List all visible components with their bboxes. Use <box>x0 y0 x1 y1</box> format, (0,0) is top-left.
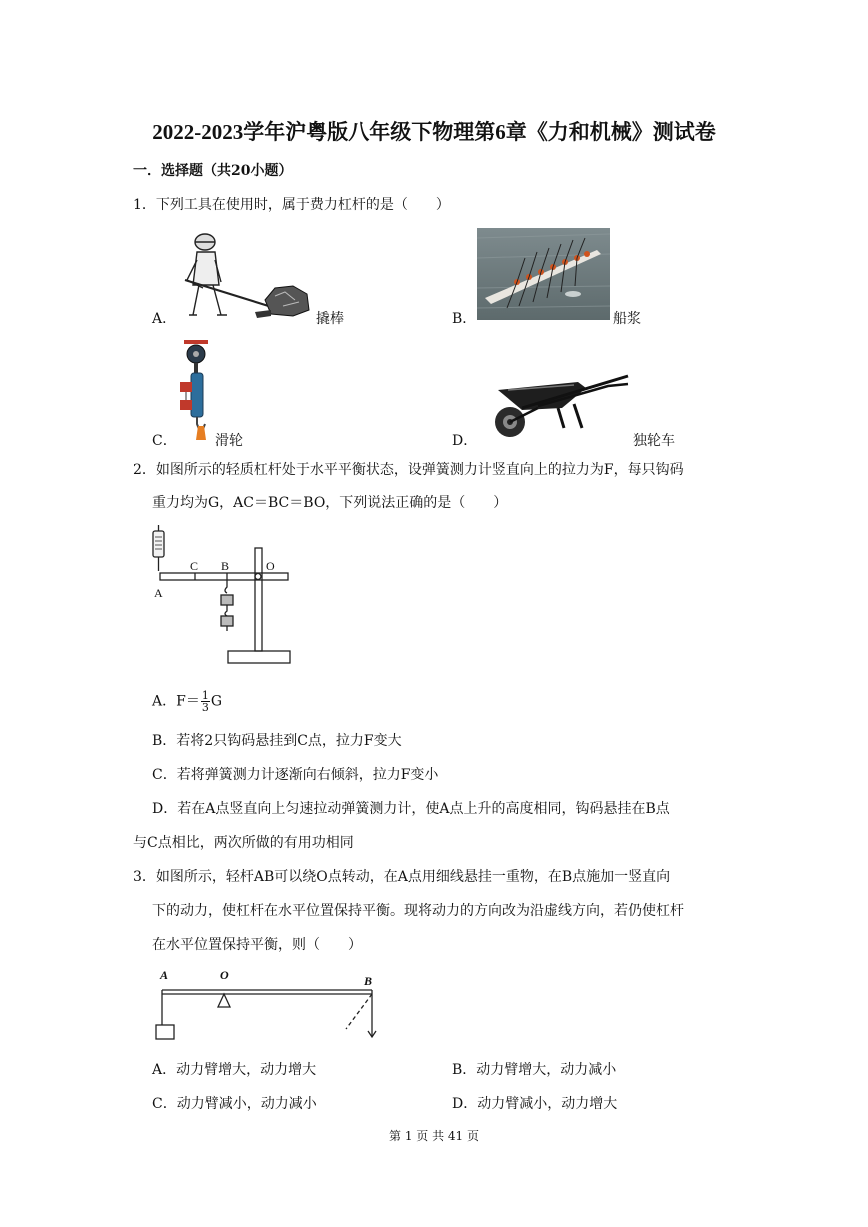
q2-option-b: B．若将2只钩码悬挂到C点，拉力F变大 <box>152 733 402 749</box>
q2-option-d-line1: D．若在A点竖直向上匀速拉动弹簧测力计，使A点上升的高度相同，钩码悬挂在B点 <box>152 801 670 817</box>
q3-lever-figure <box>150 965 385 1040</box>
page-footer: 第 1 页 共 41 页 <box>389 1129 479 1143</box>
q2-label-c: C <box>190 559 199 573</box>
q1-crowbar-image <box>175 230 320 322</box>
q3-label-o: O <box>220 968 229 982</box>
q2-label-a: A <box>154 586 163 600</box>
q1-option-a-letter: A． <box>152 311 177 327</box>
q1-wheelbarrow-image <box>478 368 633 443</box>
q2-option-a-denominator: 3 <box>201 701 209 714</box>
q3-stem-line2: 下的动力，使杠杆在水平位置保持平衡。现将动力的方向改为沿虚线方向，若仍使杠杆 <box>152 903 684 919</box>
q2-option-a <box>152 690 222 713</box>
q3-stem-line3: 在水平位置保持平衡，则（ ） <box>152 937 362 953</box>
q3-label-a: A <box>160 968 169 982</box>
q1-option-b-letter: B． <box>452 311 477 327</box>
q3-option-c: C．动力臂减小，动力减小 <box>152 1096 317 1112</box>
q2-label-b: B <box>221 559 230 573</box>
q3-option-a: A．动力臂增大，动力增大 <box>152 1062 317 1078</box>
q1-option-d-letter: D． <box>452 433 478 449</box>
q2-stem-line1: 2．如图所示的轻质杠杆处于水平平衡状态，设弹簧测力计竖直向上的拉力为F，每只钩码 <box>133 462 684 478</box>
q2-option-a-numerator: 1 <box>201 689 209 702</box>
q3-stem-line1: 3．如图所示，轻杆AB可以绕O点转动，在A点用细线悬挂一重物，在B点施加一竖直向 <box>133 869 671 885</box>
q2-option-a-prefix: A．F＝ <box>152 693 200 710</box>
q2-label-o: O <box>266 559 275 573</box>
q3-option-b: B．动力臂增大，动力减小 <box>452 1062 617 1078</box>
q1-stem: 1．下列工具在使用时，属于费力杠杆的是（ ） <box>133 197 450 213</box>
q2-option-d-line2: 与C点相比，两次所做的有用功相同 <box>133 835 354 851</box>
q1-option-c-letter: C． <box>152 433 177 449</box>
q3-label-b: B <box>364 974 373 988</box>
q1-rowing-photo <box>477 228 610 320</box>
q2-option-c: C．若将弹簧测力计逐渐向右倾斜，拉力F变小 <box>152 767 439 783</box>
q1-pulley-image <box>176 338 216 442</box>
q2-option-a-suffix: G <box>210 693 223 710</box>
q1-option-b-label: 船浆 <box>613 311 641 327</box>
q1-option-d-label: 独轮车 <box>633 433 675 449</box>
q1-option-c-label: 滑轮 <box>215 433 243 449</box>
q2-lever-figure <box>148 523 296 668</box>
q2-option-a-fraction <box>201 690 210 713</box>
q2-stem-line2: 重力均为G，AC＝BC＝BO，下列说法正确的是（ ） <box>152 495 508 511</box>
q1-option-a-label: 撬棒 <box>316 311 344 327</box>
page-title: 2022-2023学年沪粤版八年级下物理第6章《力和机械》测试卷 <box>152 120 716 144</box>
section-heading: 一．选择题（共20小题） <box>133 163 293 179</box>
q3-option-d: D．动力臂减小，动力增大 <box>452 1096 618 1112</box>
